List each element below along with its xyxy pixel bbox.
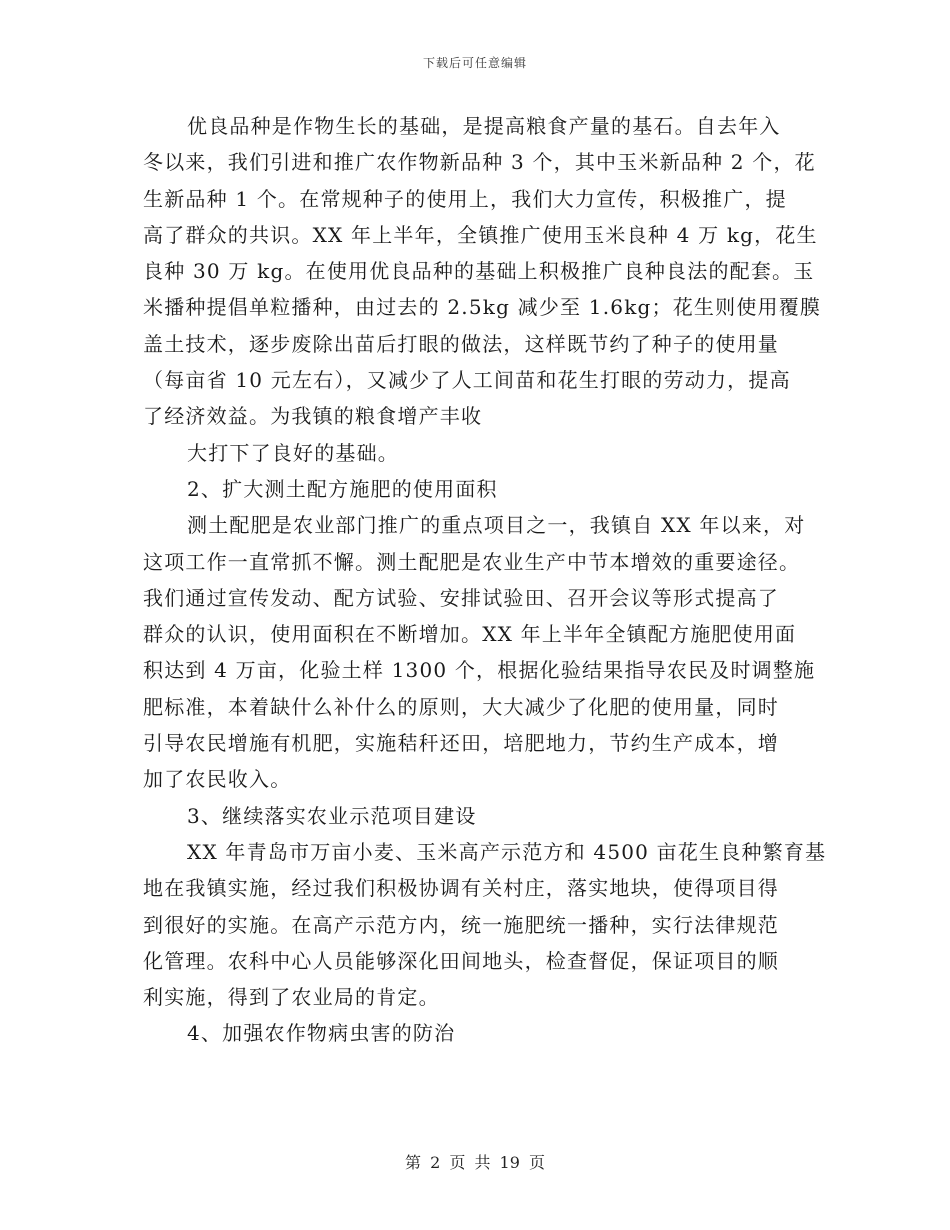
page-number: 第 2 页 共 19 页 <box>405 1153 545 1172</box>
text-line: 米播种提倡单粒播种，由过去的 2.5kg 减少至 1.6kg；花生则使用覆膜 <box>143 295 822 320</box>
text-line: 加了农民收入。 <box>143 767 292 792</box>
text-line: 肥标准，本着缺什么补什么的原则，大大减少了化肥的使用量，同时 <box>143 694 779 719</box>
text-line: XX 年青岛市万亩小麦、玉米高产示范方和 4500 亩花生良种繁育基 <box>187 839 827 864</box>
text-line: 我们通过宣传发动、配方试验、安排试验田、召开会议等形式提高了 <box>143 585 779 610</box>
text-line: 这项工作一直常抓不懈。测土配肥是农业生产中节本增效的重要途径。 <box>143 549 801 574</box>
text-line: 引导农民增施有机肥，实施秸秆还田，培肥地力，节约生产成本，增 <box>143 731 779 756</box>
page-header: 下载后可任意编辑 <box>422 56 527 70</box>
heading-text: 4、加强农作物病虫害的防治 <box>187 1021 456 1046</box>
text-line: 生新品种 1 个。在常规种子的使用上，我们大力宣传，积极推广，提 <box>143 186 787 211</box>
text-line: 地在我镇实施，经过我们积极协调有关村庄，落实地块，使得项目得 <box>143 876 779 901</box>
text-line: 大打下了良好的基础。 <box>187 440 399 465</box>
document-body <box>143 108 827 1052</box>
text-line: 良种 30 万 kg。在使用优良品种的基础上积极推广良种良法的配套。玉 <box>143 259 815 284</box>
text-line: 了经济效益。为我镇的粮食增产丰收 <box>143 404 483 429</box>
text-line: 群众的认识，使用面积在不断增加。XX 年上半年全镇配方施肥使用面 <box>143 622 797 647</box>
section-heading-3 <box>143 798 811 834</box>
paragraph-continuation <box>143 435 811 471</box>
text-line: 盖土技术，逐步废除出苗后打眼的做法，这样既节约了种子的使用量 <box>143 331 779 356</box>
paragraph-demo-project <box>143 834 827 1015</box>
text-line: 到很好的实施。在高产示范方内，统一施肥统一播种，实行法律规范 <box>143 912 779 937</box>
text-line: 利实施，得到了农业局的肯定。 <box>143 985 440 1010</box>
text-line: 优良品种是作物生长的基础，是提高粮食产量的基石。自去年入 <box>187 114 781 138</box>
text-line: 高了群众的共识。XX 年上半年，全镇推广使用玉米良种 4 万 kg，花生 <box>143 222 818 247</box>
text-line: 化管理。农科中心人员能够深化田间地头，检查督促，保证项目的顺 <box>143 948 779 973</box>
section-heading-2 <box>143 471 811 507</box>
text-line: 测土配肥是农业部门推广的重点项目之一，我镇自 XX 年以来，对 <box>187 513 806 538</box>
text-line: 冬以来，我们引进和推广农作物新品种 3 个，其中玉米新品种 2 个，花 <box>143 150 816 175</box>
heading-text: 2、扩大测土配方施肥的使用面积 <box>187 476 498 501</box>
paragraph-soil-testing <box>143 507 816 797</box>
text-line: （每亩省 10 元左右），又减少了人工间苗和花生打眼的劳动力，提高 <box>143 368 791 393</box>
text-line: 积达到 4 万亩，化验土样 1300 个，根据化验结果指导农民及时调整施 <box>143 658 816 683</box>
paragraph-seed-varieties <box>143 108 822 435</box>
heading-text: 3、继续落实农业示范项目建设 <box>187 803 477 828</box>
section-heading-4 <box>143 1015 811 1051</box>
